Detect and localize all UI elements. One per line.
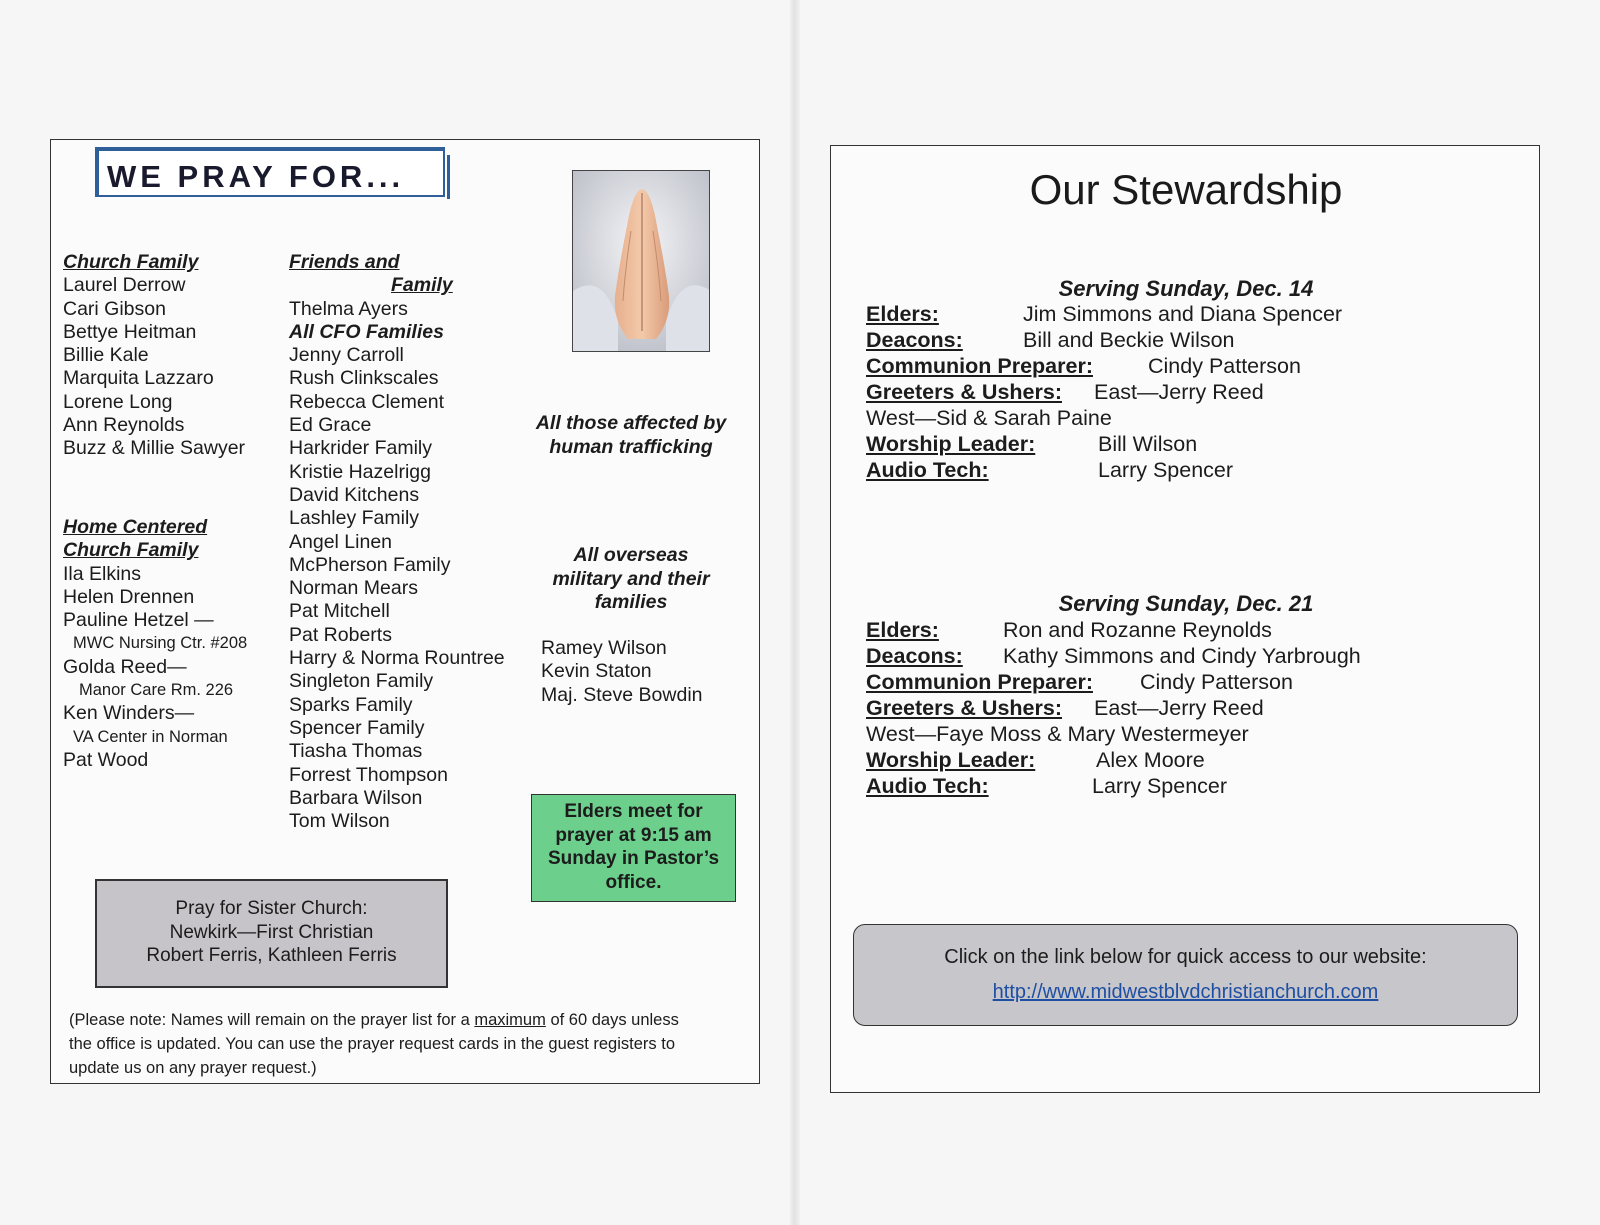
role-label: Audio Tech: xyxy=(866,774,989,798)
serving-heading: Serving Sunday, Dec. 14 xyxy=(1058,276,1314,301)
role-value: Kathy Simmons and Cindy Yarbrough xyxy=(1003,644,1361,668)
elders-meeting-box xyxy=(531,794,736,902)
website-text: Click on the link below for quick access to our website: xyxy=(944,946,1427,968)
deacons-row xyxy=(866,327,1235,353)
role-value: Bill Wilson xyxy=(1098,432,1198,456)
list-item: Ken Winders— xyxy=(63,702,195,725)
church-family-column xyxy=(63,251,245,461)
home-centered-heading: Home Centered xyxy=(63,516,208,538)
list-item: Norman Mears xyxy=(289,577,418,600)
friends-heading: Friends and xyxy=(289,251,400,273)
role-label: Greeters & Ushers: xyxy=(866,696,1062,720)
list-item: Helen Drennen xyxy=(63,585,195,608)
page-title: Our Stewardship xyxy=(1029,166,1343,213)
list-item: Rebecca Clement xyxy=(289,390,444,413)
list-item: Pat Roberts xyxy=(289,623,392,646)
list-item: All CFO Families xyxy=(289,320,444,343)
list-item: David Kitchens xyxy=(289,483,420,506)
friends-heading: Family xyxy=(391,274,453,297)
list-item: Harkrider Family xyxy=(289,437,433,460)
box-line: office. xyxy=(605,871,662,893)
role-label: Communion Preparer: xyxy=(866,354,1093,378)
note-line: families xyxy=(594,591,668,613)
role-value: East—Jerry Reed xyxy=(1094,696,1264,720)
sister-church-box xyxy=(95,879,448,988)
role-value: East—Jerry Reed xyxy=(1094,380,1264,404)
list-item: Ila Elkins xyxy=(63,562,142,585)
audio-row xyxy=(866,773,1228,799)
elders-row xyxy=(866,301,1343,327)
note-text: (Please note: Names will remain on the prayer list for a xyxy=(69,1011,475,1029)
list-item: Buzz & Millie Sawyer xyxy=(63,437,246,460)
greeters-west-row: West—Faye Moss & Mary Westermeyer xyxy=(866,722,1249,746)
list-item-detail: MWC Nursing Ctr. #208 xyxy=(73,634,248,653)
role-value: Cindy Patterson xyxy=(1140,670,1293,694)
list-item: Harry & Norma Rountree xyxy=(289,647,505,670)
home-centered-heading: Church Family xyxy=(63,539,199,562)
list-item: Golda Reed— xyxy=(63,655,187,678)
note-line: All those affected by xyxy=(535,412,727,434)
communion-row xyxy=(866,669,1293,695)
prayer-list-panel xyxy=(50,139,760,1084)
list-item: Laurel Derrow xyxy=(63,274,186,297)
role-value: Jim Simmons and Diana Spencer xyxy=(1023,302,1343,326)
prayer-title: WE PRAY FOR... xyxy=(95,147,445,197)
friends-family-column xyxy=(289,251,505,833)
role-value: Bill and Beckie Wilson xyxy=(1023,328,1235,352)
list-item: Maj. Steve Bowdin xyxy=(541,683,703,706)
page-fold xyxy=(790,0,800,1225)
website-box xyxy=(853,924,1518,1026)
list-item-detail: Manor Care Rm. 226 xyxy=(79,681,234,700)
role-value: Alex Moore xyxy=(1096,748,1205,772)
list-item: Cari Gibson xyxy=(63,297,166,320)
greeters-west-row: West—Sid & Sarah Paine xyxy=(866,406,1112,430)
role-label: Worship Leader: xyxy=(866,748,1036,772)
list-item: Pauline Hetzel — xyxy=(63,609,214,632)
elders-row xyxy=(866,617,1272,643)
box-line: Sunday in Pastor’s xyxy=(547,848,720,869)
list-item: Pat Wood xyxy=(63,748,149,771)
box-line: Newkirk—First Christian xyxy=(169,921,374,943)
role-value: Ron and Rozanne Reynolds xyxy=(1003,618,1272,642)
box-line: Elders meet for xyxy=(564,801,703,822)
serving-heading: Serving Sunday, Dec. 21 xyxy=(1058,591,1314,616)
box-line: prayer at 9:15 am xyxy=(555,824,712,846)
note-line: All overseas xyxy=(573,544,689,566)
note-text: the office is updated. You can use the prayer request cards in the guest registers to xyxy=(69,1035,675,1053)
audio-row xyxy=(866,457,1234,483)
deacons-row xyxy=(866,643,1361,669)
list-item: Bettye Heitman xyxy=(63,320,197,343)
website-link[interactable]: http://www.midwestblvdchristianchurch.com xyxy=(992,981,1379,1003)
role-label: Elders: xyxy=(866,618,939,642)
list-item: Jenny Carroll xyxy=(289,344,404,367)
stewardship-panel xyxy=(830,145,1540,1093)
list-item: Sparks Family xyxy=(289,693,413,716)
list-item: Rush Clinkscales xyxy=(289,367,439,390)
role-value: Larry Spencer xyxy=(1092,774,1228,798)
list-item: Lorene Long xyxy=(63,390,173,413)
role-label: Audio Tech: xyxy=(866,458,989,482)
role-value: Cindy Patterson xyxy=(1148,354,1301,378)
praying-hands-image xyxy=(572,170,710,352)
prayer-list-note xyxy=(69,1008,749,1080)
greeters-row xyxy=(866,379,1264,405)
note-line: military and their xyxy=(552,567,710,590)
note-line: human trafficking xyxy=(549,435,713,458)
role-value: Larry Spencer xyxy=(1098,458,1234,482)
list-item: Tom Wilson xyxy=(289,810,390,833)
role-label: Greeters & Ushers: xyxy=(866,380,1062,404)
box-line: Pray for Sister Church: xyxy=(175,898,368,919)
trafficking-note xyxy=(521,412,741,459)
note-text: maximum xyxy=(474,1011,546,1029)
list-item: Ann Reynolds xyxy=(63,414,185,437)
list-item: Kevin Staton xyxy=(541,660,652,683)
list-item: Ramey Wilson xyxy=(541,637,667,659)
list-item: Forrest Thompson xyxy=(289,763,448,786)
list-item: Angel Linen xyxy=(289,530,393,553)
note-text: update us on any prayer request.) xyxy=(69,1059,317,1077)
military-note xyxy=(521,544,741,615)
list-item: McPherson Family xyxy=(289,553,451,576)
list-item: Billie Kale xyxy=(63,344,149,367)
list-item: Marquita Lazzaro xyxy=(63,367,214,390)
worship-row xyxy=(866,747,1205,773)
list-item: Thelma Ayers xyxy=(289,297,408,320)
list-item: Lashley Family xyxy=(289,507,420,530)
military-names xyxy=(541,637,703,707)
role-label: Worship Leader: xyxy=(866,432,1036,456)
communion-row xyxy=(866,353,1301,379)
list-item: Pat Mitchell xyxy=(289,600,390,623)
box-line: Robert Ferris, Kathleen Ferris xyxy=(146,945,397,966)
church-family-heading: Church Family xyxy=(63,251,199,273)
note-text: of 60 days unless xyxy=(545,1011,679,1029)
greeters-row xyxy=(866,695,1264,721)
worship-row xyxy=(866,431,1198,457)
role-label: Deacons: xyxy=(866,328,963,352)
role-label: Communion Preparer: xyxy=(866,670,1093,694)
list-item: Spencer Family xyxy=(289,716,425,739)
role-label: Deacons: xyxy=(866,644,963,668)
list-item: Barbara Wilson xyxy=(289,786,423,809)
list-item: Tiasha Thomas xyxy=(289,740,423,763)
role-label: Elders: xyxy=(866,302,939,326)
list-item: Ed Grace xyxy=(289,414,372,437)
list-item-detail: VA Center in Norman xyxy=(73,727,228,746)
list-item: Singleton Family xyxy=(289,670,434,693)
home-centered-column xyxy=(63,516,247,772)
list-item: Kristie Hazelrigg xyxy=(289,460,431,483)
